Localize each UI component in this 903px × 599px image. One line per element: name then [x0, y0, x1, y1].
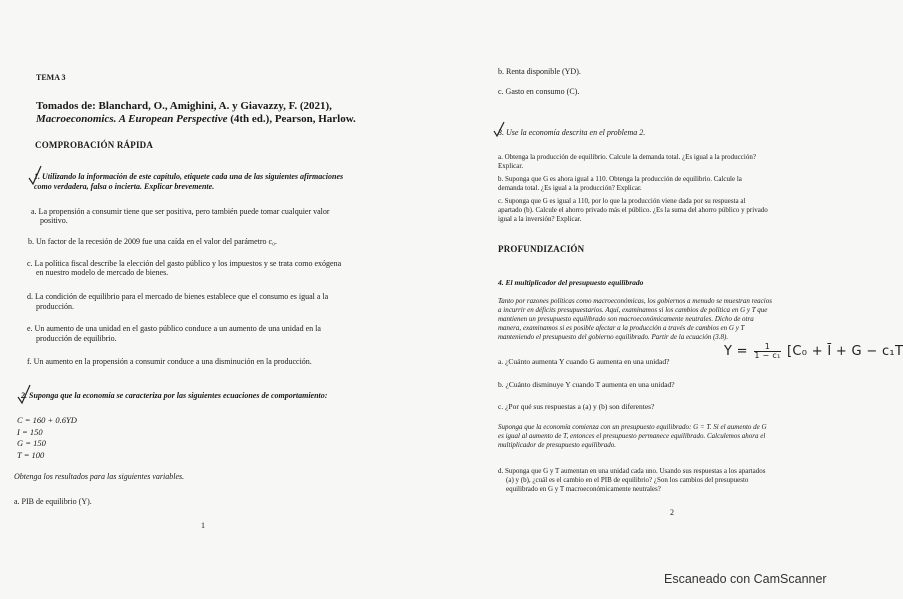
question-4-part-d-line-3: equilibrado en G y T macroeconómicamente neutrales? [506, 485, 661, 493]
equation-taxes: T = 100 [17, 450, 45, 460]
statement-f: f. Un aumento en la propensión a consumir conduce a una disminución en la producción. [27, 357, 312, 366]
equation-investment: I = 150 [17, 427, 43, 437]
source-line-1: Tomados de: Blanchard, O., Amighini, A. y Giavazzy, F. (2021), [36, 100, 332, 112]
source-citation-2 [36, 113, 356, 126]
question-3-part-c-line-2: apartado (b). Calcule el ahorro privado más el público. ¿Es la suma del ahorro público y privado [498, 206, 768, 214]
question-3-part-b-line-2: demanda total. ¿Es igual a la producción? Explicar. [498, 184, 642, 192]
formula-fraction [754, 343, 780, 360]
question-2-part-c: c. Gasto en consumo (C). [498, 87, 580, 96]
topic-label: TEMA 3 [36, 73, 66, 82]
question-1-line-1: 1. Utilizando la información de este capítulo, etiquete cada una de las siguientes afirmaciones [34, 172, 344, 181]
question-2-part-b: b. Renta disponible (YD). [498, 67, 581, 76]
page-number-right: 2 [670, 508, 674, 517]
question-4-part-a: a. ¿Cuánto aumenta Y cuando G aumenta en una unidad? [498, 357, 670, 366]
question-4-setup-1: Suponga que la economía comienza con un presupuesto equilibrado: G = T. Si el aumento de G [498, 423, 767, 431]
question-4-part-c: c. ¿Por qué sus respuestas a (a) y (b) son diferentes? [498, 402, 655, 411]
question-4-intro-5: manteniendo el presupuesto del gobierno equilibrado. Partir de la ecuación (3.8). [498, 333, 729, 341]
statement-a-line-1: a. La propensión a consumir tiene que ser positiva, pero también puede tomar cualquier valor [31, 207, 330, 216]
formula-numerator: 1 [764, 342, 771, 351]
question-3-part-c-line-3: igual a la inversión? Explicar. [498, 215, 582, 223]
left-page [0, 0, 420, 560]
question-3-part-a-line-2: Explicar. [498, 162, 524, 170]
question-3-part-a-line-1: a. Obtenga la producción de equilibrio. Calcule la demanda total. ¿Es igual a la producción? [498, 153, 756, 161]
question-3: 3. Use la economía descrita en el problema 2. [498, 128, 646, 137]
statement-c-line-1: c. La política fiscal describe la elección del gasto público y los impuestos y se trata como exógena [27, 259, 342, 268]
question-4-part-b: b. ¿Cuánto disminuye Y cuando T aumenta en una unidad? [498, 380, 675, 389]
camscanner-watermark: Escaneado con CamScanner [664, 572, 827, 586]
question-4-setup-2: es igual al aumento de T, entonces el presupuesto permanece equilibrado. Calculemos ahora el [498, 432, 766, 440]
question-2-part-a: a. PIB de equilibrio (Y). [14, 497, 92, 506]
question-3-part-b-line-1: b. Suponga que G es ahora igual a 110. Obtenga la producción de equilibrio. Calcule la [498, 175, 742, 183]
statement-d-line-2: producción. [36, 302, 74, 311]
statement-e-line-1: e. Un aumento de una unidad en el gasto público conduce a un aumento de una unidad en la [27, 324, 321, 333]
question-4-intro-4: manera, examinamos si es posible afectar a la producción a través de cambios en G y T [498, 324, 745, 332]
handwritten-formula [724, 343, 903, 360]
question-4-part-d-line-2: (a) y (b), ¿cuál es el cambio en el PIB de equilibrio? ¿Son los cambios del presupuesto [506, 476, 749, 484]
question-4-intro-3: mantienen un presupuesto equilibrado son macroeconómicamente neutrales. Dicho de otra [498, 315, 754, 323]
statement-e-line-2: producción de equilibrio. [36, 334, 117, 343]
source-citation [36, 100, 332, 113]
statement-c-line-2: en nuestro modelo de mercado de bienes. [36, 268, 169, 277]
question-4-intro-2: a incurrir en déficits presupuestarios. Aquí, examinamos si los cambios de política en G y T que [498, 306, 768, 314]
equation-consumption: C = 160 + 0.6YD [17, 415, 77, 425]
deepening-heading: PROFUNDIZACIÓN [498, 244, 585, 254]
statement-a-line-2: positivo. [40, 216, 68, 225]
question-3-part-c-line-1: c. Suponga que G es igual a 110, por lo que la producción viene dada por su respuesta al [498, 197, 746, 205]
equation-government: G = 150 [17, 438, 46, 448]
question-2: 2. Suponga que la economía se caracteriza por las siguientes ecuaciones de comportamiento: [21, 391, 328, 400]
formula-rhs: [C₀ + Ī + G − c₁T [787, 344, 903, 359]
question-4-intro-1: Tanto por razones políticas como macroeconómicas, los gobiernos a menudo se muestran reacios [498, 297, 772, 305]
question-1-line-2: como verdadera, falsa o incierta. Explicar brevemente. [34, 182, 215, 191]
formula-denominator: 1 − c₁ [754, 351, 781, 360]
page-number-left: 1 [201, 521, 205, 530]
source-book-rest: (4th ed.), Pearson, Harlow. [227, 113, 356, 125]
question-4-setup-3: multiplicador de presupuesto equilibrado. [498, 441, 616, 449]
source-book-title: Macroeconomics. A European Perspective [36, 113, 228, 125]
question-2-instruction: Obtenga los resultados para las siguientes variables. [14, 472, 185, 481]
right-page [426, 0, 848, 560]
question-4-title: 4. El multiplicador del presupuesto equilibrado [498, 278, 644, 287]
question-4-part-d-line-1: d. Suponga que G y T aumentan en una unidad cada uno. Usando sus respuestas a los apartados [498, 467, 766, 475]
statement-b: b. Un factor de la recesión de 2009 fue una caída en el valor del parámetro c₀. [28, 237, 277, 246]
quick-check-heading: COMPROBACIÓN RÁPIDA [35, 140, 154, 150]
formula-lhs: Y = [724, 344, 748, 359]
statement-d-line-1: d. La condición de equilibrio para el mercado de bienes establece que el consumo es igual a la [27, 292, 329, 301]
